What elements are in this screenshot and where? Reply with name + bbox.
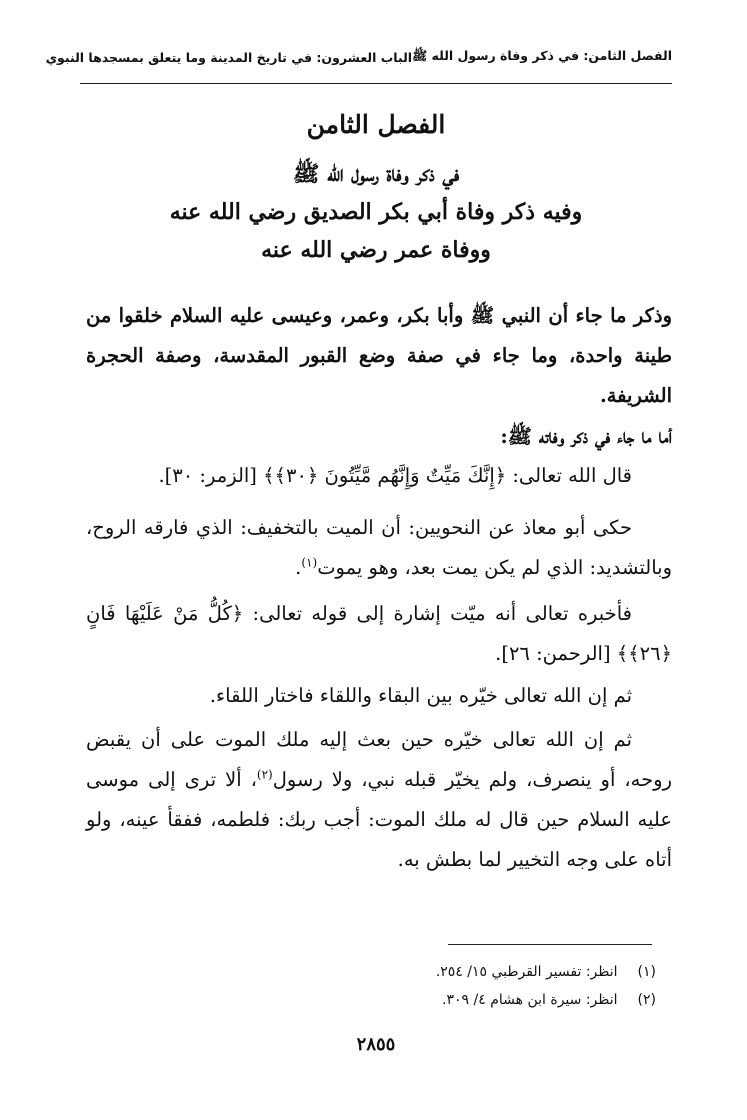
footnote-number: (١) xyxy=(637,964,656,980)
paragraph-verse-zumar: قال الله تعالى: ﴿إِنَّكَ مَيِّتٌ وَإِنَّهُم مَّيِّتُونَ ﴿٣٠﴾﴾ [الزمر: ٣٠]. xyxy=(158,464,632,487)
chapter-subtitle-line2: وفيه ذكر وفاة أبي بكر الصديق رضي الله عنه xyxy=(169,199,583,225)
footnote-item xyxy=(86,958,656,986)
paragraph-end: . xyxy=(295,556,302,579)
paragraph-verse-rahman: فأخبره تعالى أنه ميّت إشارة إلى قوله تعالى: ﴿كُلُّ مَنْ عَلَيْهَا فَانٍ ﴿٢٦﴾﴾ [الرحمن: ٢٦]. xyxy=(86,602,672,665)
paragraph-choice: ثم إن الله تعالى خيّره بين البقاء واللقاء فاختار اللقاء. xyxy=(209,684,632,707)
chapter-title: الفصل الثامن xyxy=(306,110,446,139)
chapter-subtitle-line3: ووفاة عمر رضي الله عنه xyxy=(261,237,491,263)
page-number: ٢٨٥٥ xyxy=(356,1034,396,1055)
paragraph-text: ثم إن الله تعالى خيّره حين بعث إليه ملك الموت على أن يقبض روحه، أو ينصرف، ولم يخيّر قبله نبي، ولا رسول xyxy=(86,728,672,791)
chapter-subtitle-line1: في ذكر وفاة رسول الله ﷺ xyxy=(292,161,460,187)
footnote-number: (٢) xyxy=(637,992,656,1008)
running-header xyxy=(45,44,672,70)
footnote-divider xyxy=(448,944,652,945)
paragraph-text: حكى أبو معاذ عن النحويين: أن الميت بالتخفيف: الذي فارقه الروح، وبالتشديد: الذي لم يكن يمت بعد، وهو يموت xyxy=(86,516,672,579)
footnote-ref-2: (٢) xyxy=(256,767,273,782)
footnote-text: انظر: سيرة ابن هشام ٤/ ٣٠٩. xyxy=(442,992,618,1008)
intro-paragraph: وذكر ما جاء أن النبي ﷺ وأبا بكر، وعمر، وعيسى عليه السلام خلقوا من طينة واحدة، وما جاء في صفة وضع القبور المقدسة، وصفة الحجرة الشريفة. xyxy=(86,304,672,407)
footnotes xyxy=(86,958,656,1014)
running-header-right: الفصل الثامن: في ذكر وفاة رسول الله ﷺ xyxy=(412,47,672,63)
running-header-left: الباب العشرون: في تاريخ المدينة وما يتعلق بمسجدها النبوي xyxy=(45,49,413,65)
footnote-item xyxy=(86,986,656,1014)
paragraph-angel-of-death xyxy=(86,720,672,880)
footnote-ref-1: (١) xyxy=(301,555,318,570)
footnote-text: انظر: تفسير القرطبي ١٥/ ٢٥٤. xyxy=(435,964,618,980)
paragraph-text-cont: ، ألا ترى إلى موسى عليه السلام حين قال له ملك الموت: أجب ربك: فلطمه، ففقأ عينه، ولو أتاه على وجه التخيير لما بطش به. xyxy=(86,768,672,871)
section-heading: أما ما جاء في ذكر وفاته ﷺ: xyxy=(500,424,672,448)
paragraph-nahwiyyin xyxy=(86,508,672,588)
header-divider xyxy=(80,83,672,84)
